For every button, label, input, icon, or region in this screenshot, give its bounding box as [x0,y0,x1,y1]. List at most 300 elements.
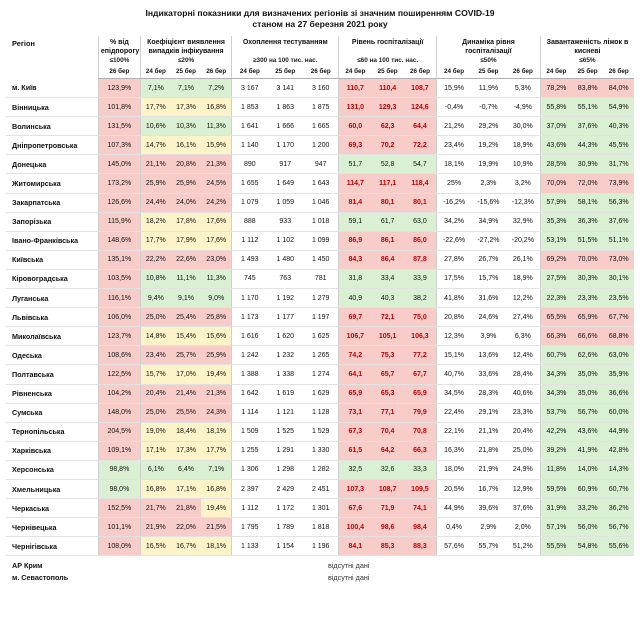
metric-cell [98,308,140,327]
metric-cell [603,499,634,518]
metric-value: 1 177 [276,313,295,321]
metric-cell [603,479,634,498]
metric-cell [303,136,339,155]
metric-value: 1 619 [276,390,295,398]
metric-cell [371,518,404,537]
metric-cell [303,212,339,231]
metric-cell [572,518,603,537]
metric-cell [603,422,634,441]
metric-value: 1 255 [241,447,259,455]
region-name: Харківська [6,441,98,460]
metric-cell [404,289,437,308]
metric-value: 18,9% [512,141,533,149]
table-row [6,117,634,136]
metric-value: 51,2% [512,542,533,550]
metric-value: 17,1% [145,447,166,455]
metric-cell [232,136,268,155]
metric-value: 72,0% [577,180,598,188]
metric-cell [540,231,571,250]
metric-value: 98,0% [109,485,130,493]
metric-cell [572,422,603,441]
metric-value: 33,9 [413,275,427,283]
region-name: Одеська [6,346,98,365]
metric-cell [603,231,634,250]
metric-value: 31,9% [546,504,567,512]
metric-cell [267,117,303,136]
table-row [6,365,634,384]
metric-cell [171,250,201,269]
metric-cell [267,174,303,193]
metric-cell [339,308,372,327]
table-row [6,422,634,441]
metric-cell [339,98,372,117]
metric-cell [540,403,571,422]
metric-value: -16,2% [442,199,466,207]
metric-cell [471,193,506,212]
metric-cell [232,499,268,518]
metric-cell [436,518,471,537]
metric-value: 27,5% [546,275,567,283]
metric-value: 21,1% [478,428,499,436]
metric-cell [436,79,471,98]
metric-value: 39,2% [546,447,567,455]
metric-cell [371,212,404,231]
metric-cell [436,250,471,269]
metric-cell [140,174,170,193]
metric-value: 65,3 [380,390,395,398]
region-name: Рівненська [6,384,98,403]
region-name: Івано-Франківська [6,231,98,250]
metric-cell [201,231,231,250]
metric-value: 2 397 [241,485,259,493]
table-row [6,155,634,174]
metric-value: -22,6% [442,237,466,245]
metric-cell [572,441,603,460]
metric-value: 131,5% [107,122,132,130]
header-criterion-dynamics: ≤50% [436,57,540,66]
metric-cell [506,384,541,403]
metric-cell [371,250,404,269]
metric-value: 19,0% [145,428,166,436]
header-criterion-occupancy: ≤65% [540,57,634,66]
metric-value: 1 625 [311,332,330,340]
metric-value: 10,6% [145,122,166,130]
metric-cell [201,403,231,422]
metric-value: 24,4% [145,199,166,207]
metric-value: 12,3% [444,332,464,340]
table-row [6,193,634,212]
metric-cell [339,537,372,556]
metric-cell [506,365,541,384]
metric-value: 1 192 [276,294,295,302]
metric-cell [404,250,437,269]
metric-cell [140,537,170,556]
header-date: 24 бер [339,66,372,79]
table-row [6,308,634,327]
metric-cell [98,174,140,193]
table-body [6,79,634,556]
metric-cell [232,269,268,288]
metric-value: 1 046 [311,199,330,207]
metric-value: 22,6% [176,256,196,264]
metric-value: 56,3% [608,199,629,207]
metric-value: 1 114 [241,409,259,417]
metric-value: 15,9% [444,84,464,92]
metric-value: 122,5% [107,370,132,378]
metric-cell [339,289,372,308]
metric-value: 6,3% [514,332,531,340]
metric-cell [404,422,437,441]
header-group-testing: Охоплення тестуванням [232,36,339,57]
metric-cell [436,155,471,174]
metric-value: 84,0% [608,84,629,92]
metric-cell [140,479,170,498]
metric-cell [267,212,303,231]
metric-cell [471,212,506,231]
metric-cell [140,308,170,327]
header-group-epid: % від епідпорогу [98,36,140,57]
metric-cell [471,136,506,155]
metric-value: 64,4 [413,122,427,130]
metric-cell [339,193,372,212]
metric-cell [371,155,404,174]
metric-value: 98,8% [109,466,130,474]
region-name: Сумська [6,403,98,422]
metric-value: 29,2% [478,122,499,130]
metric-value: 85,3 [380,542,395,550]
metric-cell [506,98,541,117]
metric-value: 77,1 [380,409,395,417]
metric-cell [140,231,170,250]
metric-cell [201,212,231,231]
metric-value: 21,5% [206,523,227,531]
metric-value: 16,8% [206,103,227,111]
metric-cell [436,136,471,155]
header-group-detection: Коефіцієнт виявлення випадків інфікування [140,36,231,57]
metric-value: 9,1% [178,294,195,302]
metric-cell [506,79,541,98]
metric-value: 34,3% [546,390,567,398]
metric-cell [267,384,303,403]
metric-value: 763 [279,275,292,283]
metric-cell [540,155,571,174]
metric-value: 1 818 [311,523,330,531]
metric-value: 123,9% [107,84,132,92]
metric-value: 1 509 [241,428,259,436]
metric-value: 19,4% [206,504,227,512]
metric-value: 148,6% [107,237,132,245]
metric-value: 70,4 [380,428,395,436]
header-date: 24 бер [232,66,268,79]
metric-cell [140,250,170,269]
metric-cell [603,98,634,117]
metric-cell [404,518,437,537]
metric-value: 1 291 [276,447,295,455]
metric-cell [371,460,404,479]
metric-cell [506,136,541,155]
metric-value: 109,1% [107,447,132,455]
metric-cell [603,346,634,365]
metric-value: 17,0% [176,370,196,378]
metric-value: 204,5% [107,428,132,436]
metric-value: 1 200 [311,141,330,149]
metric-cell [404,269,437,288]
metric-value: 42,2% [546,428,567,436]
metric-value: 1 863 [276,103,295,111]
metric-cell [572,499,603,518]
metric-cell [303,79,339,98]
metric-value: 31,6% [478,294,499,302]
metric-value: 2,0% [514,523,531,531]
table-row [6,231,634,250]
metric-value: 57,6% [444,542,464,550]
metric-cell [603,250,634,269]
metric-cell [603,441,634,460]
metric-cell [171,212,201,231]
metric-cell [572,155,603,174]
metric-cell [339,518,372,537]
metric-cell [471,289,506,308]
metric-cell [98,117,140,136]
metric-value: 31,8 [348,275,363,283]
metric-cell [371,422,404,441]
metric-value: 1 795 [241,523,259,531]
metric-value: 68,8% [608,332,629,340]
metric-value: 66,6% [577,332,598,340]
metric-cell [201,98,231,117]
metric-value: 12,2% [512,294,533,302]
metric-value: 34,5% [444,390,464,398]
table-row [6,98,634,117]
metric-cell [603,327,634,346]
metric-value: 107,3 [346,485,365,493]
metric-value: 60,0% [608,409,629,417]
metric-cell [471,403,506,422]
metric-cell [267,308,303,327]
metric-cell [603,117,634,136]
table-row [6,441,634,460]
metric-cell [540,365,571,384]
metric-value: 23,5% [608,294,629,302]
table-row [6,136,634,155]
metric-value: 37,6% [512,504,533,512]
metric-value: 100,4 [346,523,365,531]
metric-cell [603,518,634,537]
metric-value: 1 616 [241,332,259,340]
metric-value: 129,3 [378,103,397,111]
metric-cell [471,98,506,117]
metric-cell [603,460,634,479]
metric-value: 70,0% [546,180,567,188]
metric-cell [171,441,201,460]
metric-value: 79,9 [413,409,427,417]
metric-cell [471,518,506,537]
metric-value: 1 529 [311,428,330,436]
metric-value: 2,9% [480,523,497,531]
header-date: 26 бер [506,66,541,79]
metric-cell [201,174,231,193]
metric-value: 115,9% [107,218,131,226]
metric-cell [371,308,404,327]
metric-cell [201,193,231,212]
metric-cell [140,136,170,155]
metric-value: 118,4 [411,180,429,188]
metric-value: 3 167 [241,84,259,92]
metric-cell [339,441,372,460]
metric-cell [140,269,170,288]
metric-cell [371,98,404,117]
metric-value: 40,3% [608,122,629,130]
region-name: Чернівецька [6,518,98,537]
metric-cell [140,403,170,422]
metric-value: 1 620 [276,332,295,340]
metric-value: 22,3% [546,294,567,302]
metric-cell [201,250,231,269]
metric-value: 41,8% [444,294,464,302]
region-name: Дніпропетровська [6,136,98,155]
metric-value: 66,3% [546,332,567,340]
metric-value: 14,8% [145,332,166,340]
metric-value: 1 172 [276,504,295,512]
metric-cell [140,155,170,174]
metric-value: 21,2% [444,122,464,130]
table-row [6,212,634,231]
metric-value: 17,5% [444,275,464,283]
metric-cell [506,403,541,422]
metric-cell [371,193,404,212]
metric-value: 2,3% [480,180,497,188]
metric-cell [201,365,231,384]
metric-cell [140,327,170,346]
metric-cell [404,403,437,422]
header-date: 26 бер [404,66,437,79]
metric-cell [540,327,571,346]
header-date-row [6,66,634,79]
metric-cell [140,422,170,441]
metric-value: 72,1 [380,313,395,321]
metric-value: 1 128 [311,409,330,417]
metric-cell [232,518,268,537]
metric-value: 51,7 [348,160,363,168]
metric-value: 62,6% [577,351,598,359]
metric-cell [540,193,571,212]
metric-cell [201,479,231,498]
metric-value: 65,5% [546,313,567,321]
metric-value: 25,5% [176,409,196,417]
metric-value: 64,1 [348,370,363,378]
metric-cell [404,537,437,556]
metric-cell [303,269,339,288]
metric-value: -0,4% [444,103,464,111]
metric-cell [232,441,268,460]
metric-cell [572,365,603,384]
metric-value: 65,9 [413,390,427,398]
metric-cell [572,537,603,556]
metric-value: 57,9% [546,199,567,207]
metric-cell [303,384,339,403]
metric-value: -0,7% [479,103,498,111]
metric-value: 1 112 [241,237,259,245]
metric-value: 10,8% [145,275,166,283]
metric-cell [232,537,268,556]
metric-value: 80,1 [413,199,427,207]
metric-value: 98,4 [413,523,427,531]
metric-value: 17,8% [176,218,196,226]
metric-value: 17,7% [206,447,227,455]
metric-value: 18,9% [512,275,533,283]
metric-value: 17,1% [176,485,196,493]
table-row [6,403,634,422]
metric-value: 59,5% [546,485,567,493]
region-name: Тернопільська [6,422,98,441]
metric-value: 1 121 [276,409,295,417]
metric-cell [506,422,541,441]
metric-cell [371,79,404,98]
metric-value: 25,0% [145,313,166,321]
metric-value: 11,1% [176,275,196,283]
metric-value: 27,8% [444,256,464,264]
metric-cell [232,231,268,250]
metric-cell [140,384,170,403]
metric-cell [572,269,603,288]
metric-cell [339,499,372,518]
metric-value: 65,9 [348,390,363,398]
metric-cell [572,212,603,231]
metric-value: 18,1% [206,428,227,436]
metric-cell [572,479,603,498]
metric-cell [171,499,201,518]
metric-value: 24,0% [176,199,196,207]
metric-value: 1 789 [276,523,295,531]
metric-value: 37,6% [577,122,598,130]
metric-value: 69,3 [348,141,363,149]
metric-value: 947 [314,160,327,168]
metric-cell [371,365,404,384]
metric-cell [201,327,231,346]
metric-cell [371,231,404,250]
metric-cell [201,289,231,308]
metric-value: 25,8% [206,313,227,321]
metric-cell [232,174,268,193]
metric-value: 917 [279,160,292,168]
metric-value: 14,0% [577,466,598,474]
metric-value: 3,2% [514,180,531,188]
metric-value: 114,7 [346,180,364,188]
metric-cell [171,365,201,384]
metric-cell [371,269,404,288]
metric-value: 18,2% [145,218,166,226]
metric-value: 106,3 [411,332,429,340]
metric-cell [603,308,634,327]
metric-cell [436,117,471,136]
metric-value: 9,4% [147,294,164,302]
metric-cell [171,98,201,117]
metric-cell [232,250,268,269]
metric-value: 1 298 [276,466,295,474]
metric-value: 7,1% [147,84,164,92]
metric-value: 54,9% [608,103,629,111]
metric-value: 1 493 [241,256,259,264]
metric-value: 36,3% [577,218,598,226]
metric-cell [404,212,437,231]
metric-cell [339,422,372,441]
metric-cell [436,346,471,365]
region-name: Запорізька [6,212,98,231]
metric-value: -4,9% [513,103,532,111]
metric-value: 33,3 [413,466,427,474]
metric-cell [436,174,471,193]
metric-cell [303,155,339,174]
